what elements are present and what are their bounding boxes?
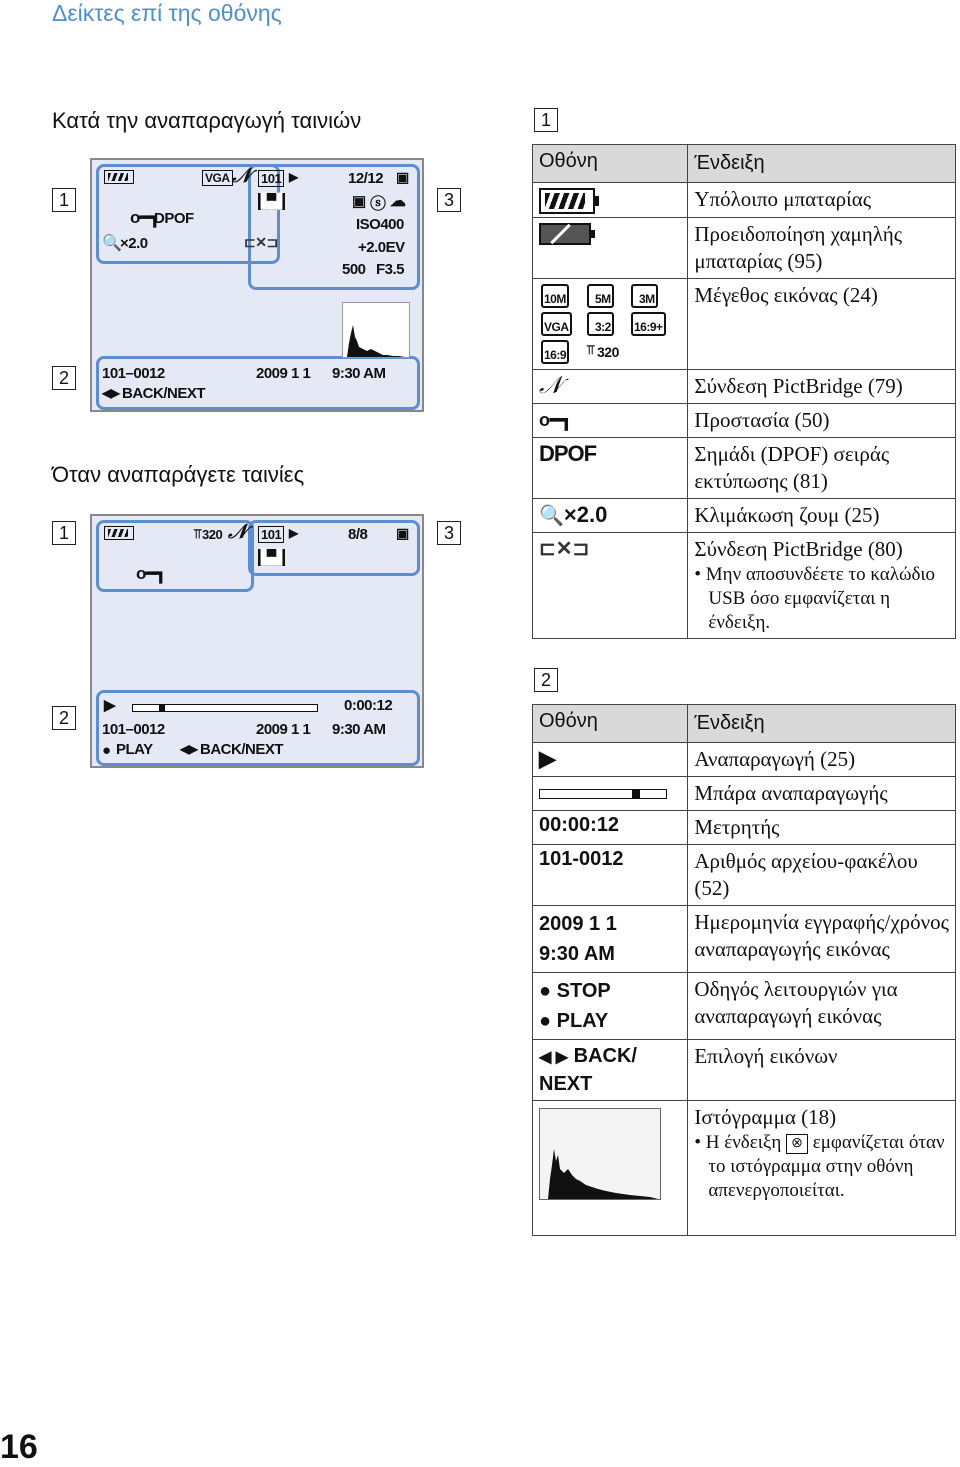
movie-play-label: PLAY [116, 741, 153, 758]
t2-select: Επιλογή εικόνων [688, 1040, 956, 1101]
movie-section-title: Όταν αναπαράγετε ταινίες [52, 462, 305, 487]
movie-protect-icon: o━┓ [136, 564, 166, 583]
size-5m-icon: 5M [587, 284, 614, 308]
t2-histogram-desc [688, 1101, 956, 1236]
marker-1-movie: 1 [52, 521, 76, 545]
t2-time-value: 9:30 AM [539, 943, 615, 965]
movie-timer: 0:00:12 [344, 697, 393, 714]
marker-2: 2 [52, 366, 76, 390]
size-vga-icon: VGA [541, 312, 572, 336]
t1-battery-cell [533, 183, 688, 218]
t1-zoom-cell [533, 499, 688, 533]
histogram-icon [539, 1108, 661, 1200]
t1-pictbridge2-note: • Μην αποσυνδέετε το καλώδιο USB όσο εμφανίζεται η ένδειξη. [694, 564, 936, 633]
t2-counter-value: 00:00:12 [533, 811, 688, 845]
movie-size-label: 320 [202, 527, 223, 542]
marker-2-movie: 2 [52, 706, 76, 730]
t2-date-cell [533, 906, 688, 973]
movie-play-icon: ▶ [104, 697, 116, 714]
dpof-table-label: DPOF [539, 441, 597, 466]
t2-stop-value: STOP [556, 980, 611, 1002]
marker-1: 1 [52, 188, 76, 212]
vga-size-icon: VGA [202, 170, 233, 186]
size-320-label: 320 [597, 344, 619, 360]
usb-disconnect-table-icon: ⊏✕⊐ [539, 538, 590, 560]
t1-protect: Προστασία (50) [688, 404, 956, 438]
t1-protect-cell [533, 404, 688, 438]
t2-histogram: Ιστόγραμμα (18) [694, 1105, 837, 1129]
table-1 [532, 144, 956, 639]
battery-empty-icon [539, 223, 591, 245]
movie-folder-icon: 101 [258, 526, 284, 543]
battery-icon [104, 170, 134, 184]
movie-date: 2009 1 1 [256, 721, 311, 738]
histogram-thumb [342, 302, 410, 358]
white-balance-icon: ☁ [390, 193, 406, 210]
t1-image-size: Μέγεθος εικόνας (24) [688, 279, 956, 370]
t2-counter: Μετρητής [688, 811, 956, 845]
movie-battery-icon [104, 526, 134, 540]
zoom-value: ×2.0 [120, 235, 148, 252]
t1-pictbridge-cell [533, 370, 688, 404]
t1-dpof-cell [533, 438, 688, 499]
movie-memory-icon: ▣ [396, 525, 409, 541]
zoom-table-icon: 🔍 [539, 505, 564, 527]
t2-col-screen: Οθόνη [533, 705, 688, 743]
size-320-icon: ⫪ [587, 342, 594, 357]
table1-marker: 1 [534, 108, 558, 132]
size-16-9-icon: 16:9 [541, 340, 569, 364]
t1-battery: Υπόλοιπο μπαταρίας [688, 183, 956, 218]
dpof-label: DPOF [154, 210, 194, 227]
t2-histogram-note [694, 1131, 949, 1203]
t1-pictbridge2-cell [688, 533, 956, 639]
ev-value: +2.0EV [358, 239, 405, 256]
movie-play-dot-icon: ● [102, 742, 111, 759]
t1-pictbridge2: Σύνδεση PictBridge (80) [694, 537, 903, 561]
aperture-value: F3.5 [376, 261, 405, 278]
image-count: 12/12 [348, 170, 384, 187]
pictbridge-icon: 𝒩 [232, 165, 251, 187]
t2-histogram-note-a: • Η ένδειξη [694, 1132, 782, 1153]
t1-col-screen: Οθόνη [533, 145, 688, 183]
page-number: 16 [0, 1428, 38, 1466]
t2-play-cell [533, 743, 688, 777]
t2-bar: Μπάρα αναπαραγωγής [688, 777, 956, 811]
movie-playback-bar [132, 704, 318, 712]
t1-dpof: Σημάδι (DPOF) σειράς εκτύπωσης (81) [688, 438, 956, 499]
t2-bar-cell [533, 777, 688, 811]
table2-marker: 2 [534, 668, 558, 692]
movie-playback-folder-icon: ▙▟ [258, 549, 285, 566]
t2-play-value: PLAY [556, 1010, 609, 1032]
t2-col-indication: Ένδειξη [688, 705, 956, 743]
folder-icon: 101 [258, 170, 284, 187]
protect-icon: o━┓ [130, 208, 160, 227]
battery-full-icon [539, 188, 595, 214]
movie-back-next-arrows-icon: ◀▶ [180, 742, 198, 756]
t1-zoom: Κλιμάκωση ζουμ (25) [688, 499, 956, 533]
protect-table-icon: o━┓ [539, 410, 572, 430]
folder-arrow-icon: ▶ [289, 170, 298, 184]
t1-col-indication: Ένδειξη [688, 145, 956, 183]
record-time: 9:30 AM [332, 365, 386, 382]
size-3-2-icon: 3:2 [587, 312, 614, 336]
t1-low-battery-cell [533, 218, 688, 279]
t2-next-value: NEXT [539, 1073, 593, 1095]
movie-screen [90, 514, 424, 768]
movie-pictbridge-icon: 𝒩 [228, 521, 247, 543]
t2-guide: Οδηγός λειτουργιών για αναπαραγωγή εικόνας [688, 973, 956, 1040]
movie-count: 8/8 [348, 526, 368, 543]
table-2 [532, 704, 956, 1236]
iso-value: ISO400 [356, 216, 404, 233]
pictbridge-table-icon: 𝒩 [539, 373, 562, 399]
movie-size-icon: ⫪ [194, 526, 201, 541]
t2-back-value: BACK/ [573, 1045, 637, 1067]
usb-disconnect-icon: ⊏✕⊐ [244, 234, 278, 250]
movie-folder-arrow-icon: ▶ [289, 526, 298, 540]
t2-guide-cell [533, 973, 688, 1040]
size-16-9-plus-icon: 16:9+ [631, 312, 666, 336]
playback-folder-icon: ▙▟ [258, 193, 285, 210]
t1-low-battery: Προειδοποίηση χαμηλής μπαταρίας (95) [688, 218, 956, 279]
marker-3-movie: 3 [437, 521, 461, 545]
stop-dot-icon: ● [539, 980, 552, 1002]
t2-histogram-cell [533, 1101, 688, 1236]
t2-date-value: 2009 1 1 [539, 913, 617, 935]
t1-size-cell [533, 279, 688, 370]
page-heading: Δείκτες επί της οθόνης [52, 0, 282, 26]
still-section-title: Κατά την αναπαραγωγή ταινιών [52, 108, 362, 133]
record-date: 2009 1 1 [256, 365, 311, 382]
back-next-label: BACK/NEXT [122, 385, 206, 402]
t2-date: Ημερομηνία εγγραφής/χρόνος αναπαραγωγής εικόνας [688, 906, 956, 973]
movie-back-next-label: BACK/NEXT [200, 741, 284, 758]
marker-3: 3 [437, 188, 461, 212]
file-number: 101–0012 [102, 365, 165, 382]
t2-select-cell [533, 1040, 688, 1101]
size-3m-icon: 3M [631, 284, 658, 308]
back-next-arrows-icon: ◀▶ [102, 386, 120, 400]
zoom-table-value: ×2.0 [563, 502, 608, 527]
t2-file: Αριθμός αρχείου-φακέλου (52) [688, 845, 956, 906]
histogram-off-icon: ⊗ [786, 1134, 808, 1154]
t1-pictbridge: Σύνδεση PictBridge (79) [688, 370, 956, 404]
t1-usb-cell [533, 533, 688, 639]
metering-icon: ▣ [352, 193, 366, 210]
size-10m-icon: 10M [541, 284, 569, 308]
play-dot-icon: ● [539, 1010, 552, 1032]
play-icon: ▶ [539, 746, 556, 771]
shutter-value: 500 [342, 261, 366, 278]
movie-file-number: 101–0012 [102, 721, 165, 738]
still-screen [90, 158, 424, 412]
t2-histogram-note-b: εμφανίζεται όταν το ιστόγραμμα στην οθόνη απενεργοποιείται. [708, 1132, 945, 1201]
movie-time: 9:30 AM [332, 721, 386, 738]
playback-bar-icon [539, 789, 667, 799]
memory-icon: ▣ [396, 169, 409, 185]
zoom-icon: 🔍 [102, 235, 122, 252]
t2-file-value: 101-0012 [533, 845, 688, 906]
back-next-arrows-icon: ◀ ▶ [539, 1049, 569, 1066]
t2-play: Αναπαραγωγή (25) [688, 743, 956, 777]
flash-off-icon: ⓢ [370, 196, 386, 213]
